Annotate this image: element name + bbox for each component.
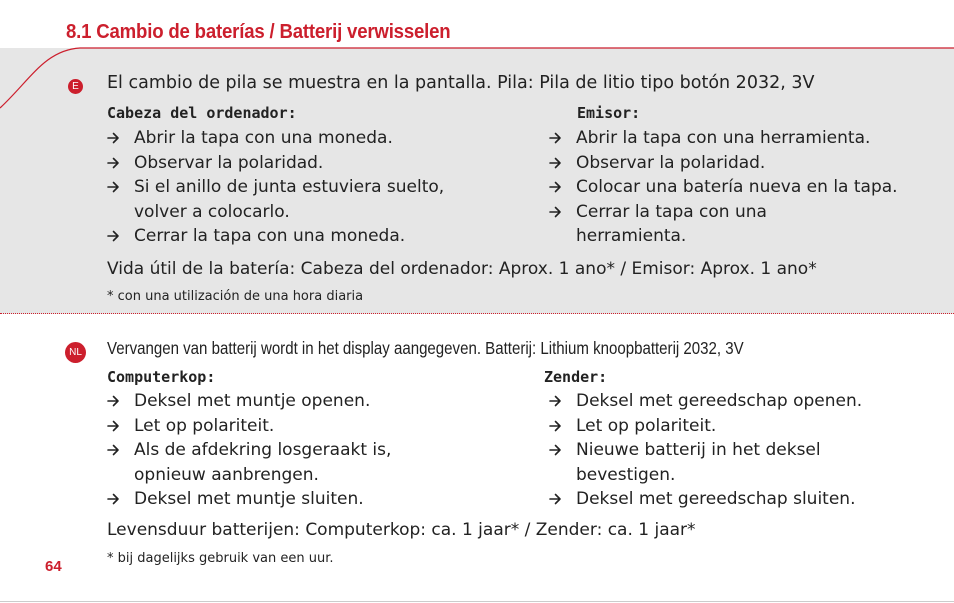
- arrow-right-icon: [549, 126, 563, 144]
- step-text: Deksel met muntje sluiten.: [134, 489, 364, 509]
- step-text: Colocar una batería nueva en la tapa.: [576, 177, 898, 197]
- step-text: Observar la polaridad.: [576, 152, 766, 173]
- step-text: Deksel met gereedschap sluiten.: [576, 489, 856, 509]
- steps-nl-right: [549, 389, 862, 512]
- step-text: Si el anillo de junta estuviera suelto,: [134, 177, 445, 197]
- arrow-right-icon: [107, 151, 121, 169]
- step-text: Let op polariteit.: [134, 415, 275, 436]
- heading-nl-left: Computerkop:: [107, 368, 216, 386]
- heading-es-right: Emisor:: [577, 104, 641, 122]
- intro-es: El cambio de pila se muestra en la pantalla. Pila: Pila de litio tipo botón 2032, 3V: [107, 73, 815, 93]
- step-item: [107, 151, 444, 176]
- arrow-right-icon: [549, 438, 563, 456]
- step-text: Nieuwe batterij in het deksel: [576, 440, 821, 460]
- step-item: [549, 389, 862, 414]
- section-divider: [0, 313, 954, 314]
- heading-nl-right: Zender:: [544, 368, 608, 386]
- battery-life-nl: Levensduur batterijen: Computerkop: ca. 1 jaar* / Zender: ca. 1 jaar*: [107, 520, 696, 540]
- step-text: Deksel met muntje openen.: [134, 391, 371, 411]
- bottom-rule: [0, 601, 954, 602]
- heading-es-left: Cabeza del ordenador:: [107, 104, 297, 122]
- step-item: [549, 175, 898, 200]
- step-text: Als de afdekring losgeraakt is,: [134, 440, 392, 460]
- page-number: 64: [45, 558, 62, 575]
- step-item: [107, 224, 444, 249]
- step-item: [107, 414, 391, 439]
- arrow-right-icon: [549, 487, 563, 505]
- language-badge-nl: NL: [65, 342, 86, 363]
- step-item: [107, 487, 391, 512]
- step-text: Cerrar la tapa con una moneda.: [134, 226, 406, 246]
- arrow-right-icon: [549, 200, 563, 218]
- arrow-right-icon: [549, 414, 563, 432]
- arrow-right-icon: [107, 438, 121, 456]
- arrow-right-icon: [107, 224, 121, 242]
- step-item: [549, 200, 898, 249]
- steps-nl-left: [107, 389, 391, 512]
- arrow-right-icon: [107, 175, 121, 193]
- step-text: herramienta.: [576, 226, 687, 246]
- step-item: [549, 151, 898, 176]
- arrow-right-icon: [107, 414, 121, 432]
- step-item: [549, 414, 862, 439]
- red-header-curve: [0, 0, 954, 110]
- step-text: Abrir la tapa con una moneda.: [134, 128, 393, 148]
- steps-es-left: [107, 126, 444, 249]
- intro-nl: Vervangen van batterij wordt in het display aangegeven. Batterij: Lithium knoopbatterij 2032, 3V: [107, 338, 744, 358]
- step-text: opnieuw aanbrengen.: [134, 464, 319, 485]
- section-title: 8.1 Cambio de baterías / Batterij verwisselen: [66, 21, 451, 43]
- footnote-nl: * bij dagelijks gebruik van een uur.: [107, 551, 334, 566]
- step-text: volver a colocarlo.: [134, 201, 290, 222]
- step-item: [549, 438, 862, 487]
- step-item: [107, 126, 444, 151]
- step-text: Deksel met gereedschap openen.: [576, 391, 863, 411]
- arrow-right-icon: [107, 487, 121, 505]
- step-item: [549, 487, 862, 512]
- battery-life-es: Vida útil de la batería: Cabeza del ordenador: Aprox. 1 ano* / Emisor: Aprox. 1 ano*: [107, 259, 817, 279]
- step-item: [107, 175, 444, 224]
- step-item: [107, 438, 391, 487]
- language-badge-es: E: [68, 79, 83, 94]
- arrow-right-icon: [549, 175, 563, 193]
- footnote-es: * con una utilización de una hora diaria: [107, 289, 364, 304]
- arrow-right-icon: [107, 126, 121, 144]
- step-item: [549, 126, 898, 151]
- step-item: [107, 389, 391, 414]
- arrow-right-icon: [549, 151, 563, 169]
- step-text: bevestigen.: [576, 464, 676, 485]
- step-text: Let op polariteit.: [576, 415, 717, 436]
- step-text: Cerrar la tapa con una: [576, 201, 767, 222]
- steps-es-right: [549, 126, 898, 249]
- step-text: Abrir la tapa con una herramienta.: [576, 128, 871, 148]
- arrow-right-icon: [107, 389, 121, 407]
- step-text: Observar la polaridad.: [134, 152, 324, 173]
- arrow-right-icon: [549, 389, 563, 407]
